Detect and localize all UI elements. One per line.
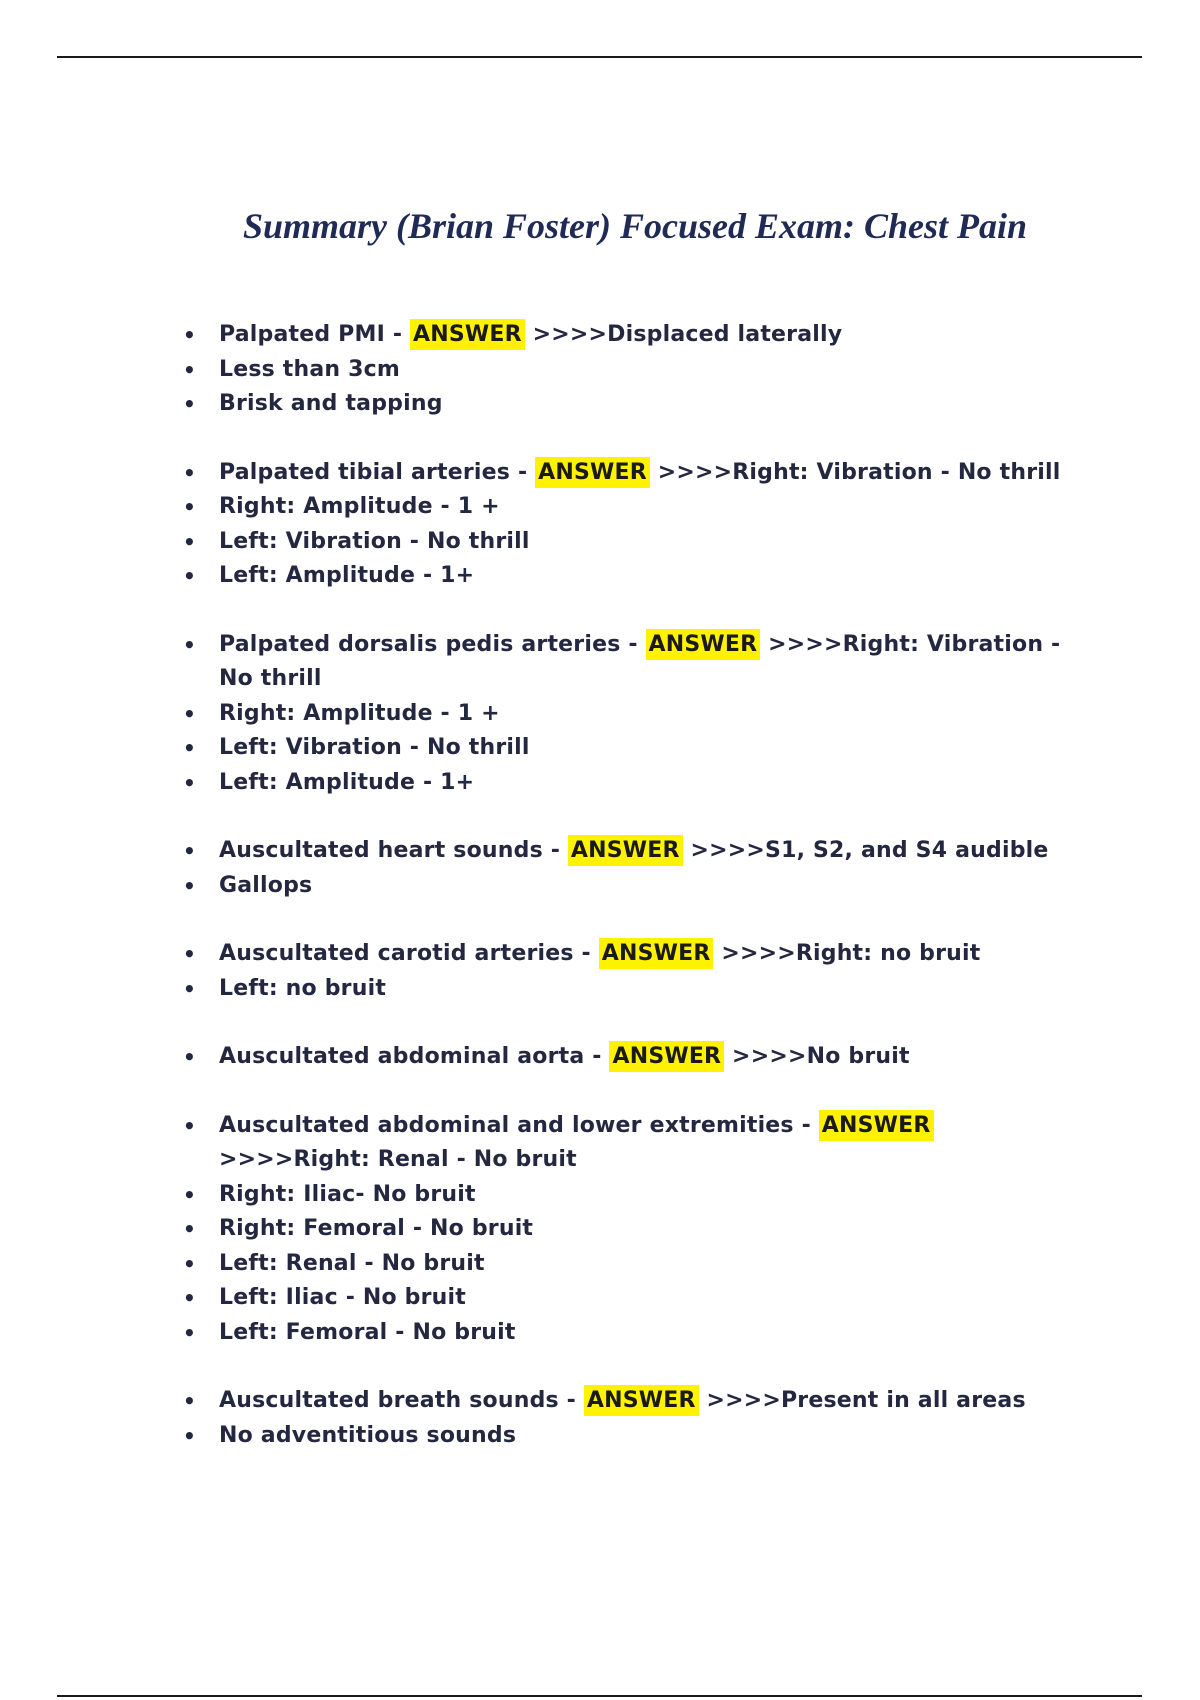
answer-highlight: ANSWER	[584, 1385, 699, 1416]
answer-highlight: ANSWER	[535, 457, 650, 488]
answer-highlight: ANSWER	[599, 938, 714, 969]
finding-item: • Less than 3cm	[183, 353, 1083, 388]
finding-group	[183, 937, 1083, 1006]
finding-group	[183, 1109, 1083, 1351]
question-item	[183, 456, 1083, 491]
question-text: Palpated tibial arteries -	[219, 459, 536, 485]
finding-group	[183, 1040, 1083, 1075]
exam-findings-list	[183, 318, 1083, 1487]
question-item	[183, 1109, 1083, 1178]
answer-text: >>>>Right: Renal - No bruit	[219, 1147, 577, 1172]
question-text: Palpated PMI -	[219, 322, 411, 347]
answer-text: >>>>Right: Vibration - No thrill	[649, 459, 1061, 485]
finding-item: • Right: Amplitude - 1 +	[183, 697, 1083, 732]
finding-item: • Left: Amplitude - 1+	[183, 766, 1083, 801]
answer-highlight: ANSWER	[646, 629, 761, 660]
finding-item: • Right: Amplitude - 1 +	[183, 490, 1083, 525]
answer-highlight: ANSWER	[410, 319, 525, 350]
finding-group	[183, 834, 1083, 903]
finding-item: • Left: Vibration - No thrill	[183, 525, 1083, 560]
bottom-rule	[57, 1695, 1142, 1697]
finding-group	[183, 1384, 1083, 1453]
answer-text: >>>>S1, S2, and S4 audible	[682, 838, 1049, 863]
question-text: Auscultated heart sounds -	[219, 838, 568, 863]
finding-item: • Right: Femoral - No bruit	[183, 1212, 1083, 1247]
question-item	[183, 318, 1083, 353]
answer-text: >>>>Displaced laterally	[524, 322, 843, 347]
answer-highlight: ANSWER	[609, 1041, 724, 1072]
top-rule	[57, 56, 1142, 58]
question-item	[183, 1040, 1083, 1075]
question-text: Auscultated breath sounds -	[219, 1388, 584, 1413]
page-title: Summary (Brian Foster) Focused Exam: Chest Pain	[242, 206, 1028, 246]
finding-item: • Left: Vibration - No thrill	[183, 731, 1083, 766]
finding-group	[183, 628, 1083, 801]
answer-text: >>>>Right: Vibration - No thrill	[219, 631, 1061, 691]
question-text: Auscultated abdominal aorta -	[219, 1044, 610, 1069]
finding-item: • Brisk and tapping	[183, 387, 1083, 422]
finding-item: • Left: Renal - No bruit	[183, 1247, 1083, 1282]
question-item	[183, 937, 1083, 972]
finding-item: • Left: no bruit	[183, 972, 1083, 1007]
finding-group	[183, 456, 1083, 594]
question-item	[183, 834, 1083, 869]
finding-item: • Left: Amplitude - 1+	[183, 559, 1083, 594]
finding-item: • Gallops	[183, 869, 1083, 904]
finding-item: • Right: Iliac- No bruit	[183, 1178, 1083, 1213]
answer-text: >>>>Right: no bruit	[713, 941, 981, 966]
answer-text: >>>>Present in all areas	[698, 1388, 1026, 1413]
answer-highlight: ANSWER	[568, 835, 683, 866]
finding-group	[183, 318, 1083, 422]
finding-item: • Left: Iliac - No bruit	[183, 1281, 1083, 1316]
question-text: Palpated dorsalis pedis arteries -	[219, 631, 646, 657]
question-item	[183, 1384, 1083, 1419]
finding-item: • No adventitious sounds	[183, 1419, 1083, 1454]
question-text: Auscultated carotid arteries -	[219, 941, 599, 966]
question-text: Auscultated abdominal and lower extremities -	[219, 1112, 819, 1138]
answer-highlight: ANSWER	[819, 1110, 934, 1141]
finding-item: • Left: Femoral - No bruit	[183, 1316, 1083, 1351]
answer-text: >>>>No bruit	[724, 1044, 910, 1069]
question-item	[183, 628, 1083, 697]
